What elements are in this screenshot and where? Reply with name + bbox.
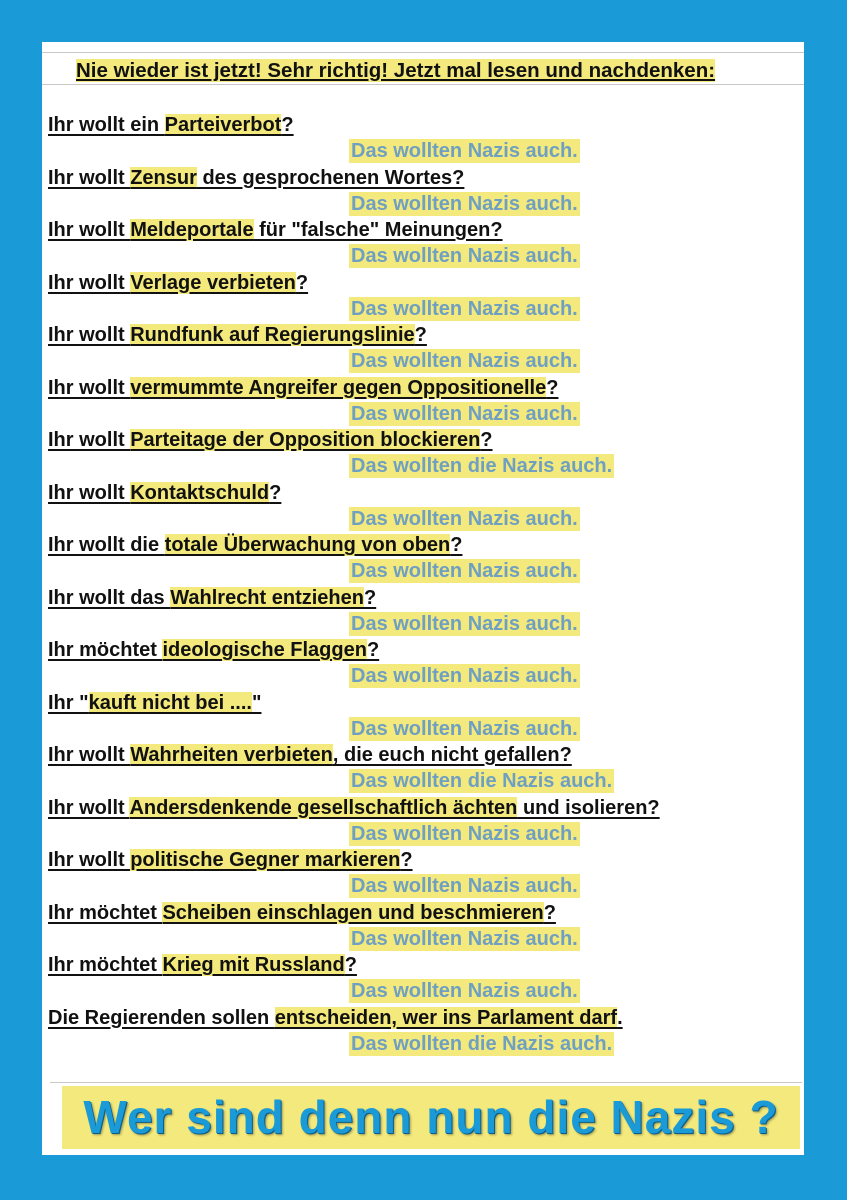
highlighted-phrase: ideologische Flaggen (162, 639, 367, 661)
header-divider-bottom (42, 84, 804, 85)
question-text: Ihr wollt (48, 849, 131, 871)
question-line (48, 690, 261, 716)
statement-row (48, 742, 800, 795)
question-line (48, 112, 294, 138)
highlighted-phrase: Verlage verbieten (130, 271, 296, 294)
answer-line: Das wollten Nazis auch. (351, 560, 578, 582)
question-text: Ihr wollt ein (48, 114, 165, 136)
question-text: ? (414, 324, 427, 346)
question-text: . (617, 1006, 623, 1029)
footer-divider (50, 1082, 802, 1083)
answer-line: Das wollten Nazis auch. (351, 192, 578, 215)
answer-line: Das wollten Nazis auch. (351, 297, 578, 320)
question-text: ? (400, 849, 413, 871)
poster-header (76, 58, 786, 83)
question-text: Ihr " (48, 691, 89, 714)
statement-row (48, 585, 800, 638)
statement-row (48, 375, 800, 428)
question-line (48, 900, 556, 926)
question-line (48, 427, 493, 453)
highlighted-phrase: Andersdenkende gesellschaftlich ächten (129, 796, 518, 819)
poster-sheet (42, 42, 804, 1155)
question-text: Ihr wollt das (48, 586, 171, 609)
statement-row (48, 165, 800, 218)
answer-line: Das wollten die Nazis auch. (351, 770, 613, 792)
statement-row (48, 532, 800, 585)
highlighted-phrase: Kontaktschuld (130, 481, 270, 504)
statement-row (48, 690, 800, 743)
question-text: Ihr wollt (48, 429, 131, 451)
question-line (48, 742, 572, 768)
question-text: Ihr wollt (48, 271, 131, 294)
highlighted-phrase: Parteitage der Opposition blockieren (130, 429, 481, 451)
highlighted-phrase: Parteiverbot (164, 114, 282, 136)
statement-row (48, 270, 800, 323)
question-line (48, 165, 464, 191)
highlighted-phrase: Krieg mit Russland (162, 954, 345, 976)
highlighted-phrase: entscheiden, wer ins Parlament darf (274, 1006, 618, 1029)
answer-line: Das wollten Nazis auch. (351, 402, 578, 425)
answer-line: Das wollten Nazis auch. (351, 927, 578, 950)
answer-line: Das wollten Nazis auch. (351, 717, 578, 740)
question-text: ? (543, 901, 556, 924)
statement-row (48, 322, 800, 375)
answer-line: Das wollten Nazis auch. (351, 665, 578, 687)
question-text: Ihr wollt (48, 324, 131, 346)
answer-line: Das wollten Nazis auch. (351, 507, 578, 530)
statement-row (48, 480, 800, 533)
answer-line: Das wollten Nazis auch. (351, 822, 578, 845)
question-text: ? (480, 429, 493, 451)
question-text: für "falsche" Meinungen? (253, 219, 503, 241)
question-text: Ihr wollt (48, 376, 131, 399)
question-line (48, 795, 660, 821)
answer-line: Das wollten Nazis auch. (351, 245, 578, 267)
highlighted-phrase: Rundfunk auf Regierungslinie (130, 324, 415, 346)
answer-line: Das wollten Nazis auch. (351, 140, 578, 162)
statement-row (48, 1005, 800, 1058)
question-line (48, 270, 308, 296)
question-text: ? (450, 534, 463, 556)
question-text: Ihr wollt (48, 166, 131, 189)
question-text: ? (344, 954, 357, 976)
question-text: ? (363, 586, 377, 609)
question-text: Die Regierenden sollen (48, 1006, 275, 1029)
question-text: ? (366, 639, 380, 661)
question-line (48, 217, 503, 243)
question-text: Ihr wollt die (48, 534, 165, 556)
header-divider-top (42, 52, 804, 53)
statement-row (48, 795, 800, 848)
highlighted-phrase: Zensur (130, 166, 197, 189)
question-text: Ihr möchtet (48, 639, 163, 661)
question-text: Ihr wollt (48, 744, 131, 766)
statement-row (48, 217, 800, 270)
highlighted-phrase: vermummte Angreifer gegen Oppositionelle (130, 376, 547, 399)
statement-row (48, 637, 800, 690)
question-text: ? (281, 114, 294, 136)
statement-row (48, 847, 800, 900)
highlighted-phrase: Wahlrecht entziehen (170, 586, 364, 609)
question-line (48, 637, 379, 663)
question-text: und isolieren? (517, 796, 660, 819)
highlighted-phrase: Meldeportale (130, 219, 254, 241)
question-text: Ihr wollt (48, 219, 131, 241)
question-text: ? (295, 271, 309, 294)
answer-line: Das wollten Nazis auch. (351, 875, 578, 897)
question-line (48, 375, 558, 401)
statement-row (48, 427, 800, 480)
question-text: des gesprochenen Wortes? (196, 166, 465, 189)
question-text: Ihr möchtet (48, 901, 163, 924)
answer-line: Das wollten Nazis auch. (351, 980, 578, 1002)
question-line (48, 532, 462, 558)
highlighted-phrase: kauft nicht bei .... (88, 691, 252, 714)
statement-list (48, 112, 800, 1057)
header-text: Nie wieder ist jetzt! Sehr richtig! Jetzt mal lesen und nachdenken: (76, 59, 716, 82)
question-line (48, 480, 281, 506)
highlighted-phrase: Wahrheiten verbieten (130, 744, 333, 766)
question-line (48, 1005, 623, 1031)
question-line (48, 847, 413, 873)
question-text: " (251, 691, 262, 714)
question-line (48, 322, 427, 348)
question-text: , die euch nicht gefallen? (332, 744, 572, 766)
answer-line: Das wollten die Nazis auch. (351, 455, 613, 477)
question-line (48, 952, 357, 978)
answer-line: Das wollten die Nazis auch. (351, 1032, 613, 1055)
answer-line: Das wollten Nazis auch. (351, 612, 578, 635)
highlighted-phrase: politische Gegner markieren (130, 849, 401, 871)
question-text: ? (546, 376, 559, 399)
statement-row (48, 112, 800, 165)
question-text: Ihr möchtet (48, 954, 163, 976)
highlighted-phrase: totale Überwachung von oben (164, 534, 451, 556)
question-text: Ihr wollt (48, 481, 131, 504)
statement-row (48, 952, 800, 1005)
footer-title: Wer sind denn nun die Nazis ? (83, 1091, 779, 1143)
question-line (48, 585, 376, 611)
question-text: ? (269, 481, 282, 504)
highlighted-phrase: Scheiben einschlagen und beschmieren (162, 901, 544, 924)
answer-line: Das wollten Nazis auch. (351, 350, 578, 372)
question-text: Ihr wollt (48, 796, 130, 819)
statement-row (48, 900, 800, 953)
